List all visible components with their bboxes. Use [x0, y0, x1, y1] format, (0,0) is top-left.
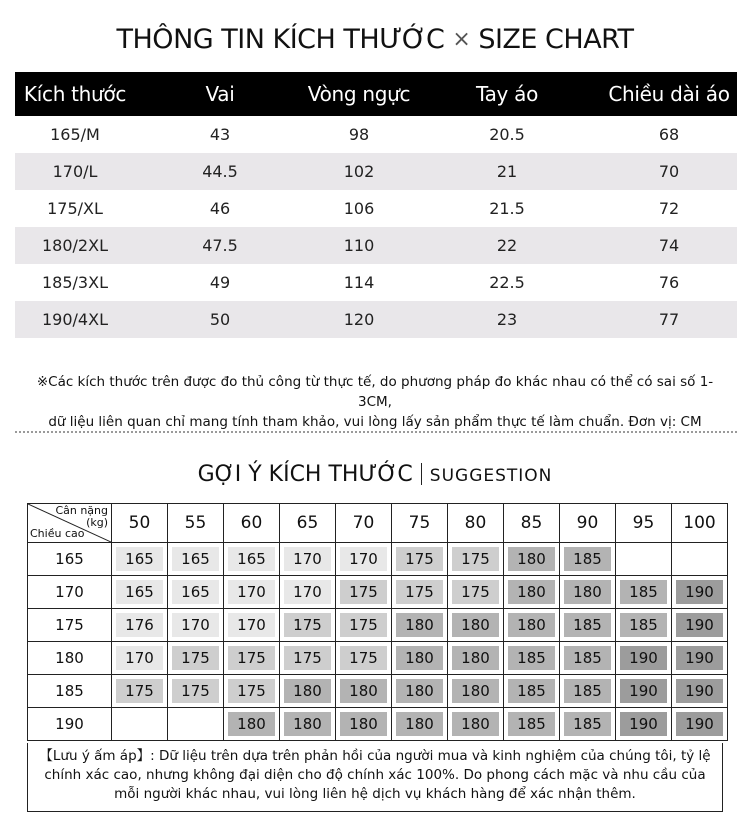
size-cell: 21	[413, 153, 601, 190]
suggested-size-cell	[280, 543, 336, 576]
suggested-size-value: 170	[228, 580, 275, 604]
suggestion-title	[0, 462, 750, 487]
suggested-size-value: 180	[508, 547, 555, 571]
suggested-size-value: 180	[284, 712, 331, 736]
suggested-size-cell	[448, 642, 504, 675]
suggested-size-cell	[112, 708, 168, 741]
weight-header: 65	[280, 504, 336, 543]
size-chart-title	[0, 24, 750, 55]
suggested-size-value: 175	[172, 679, 219, 703]
suggested-size-value: 170	[340, 547, 387, 571]
size-cell: 47.5	[135, 227, 305, 264]
height-header: 170	[28, 576, 112, 609]
suggested-size-cell	[224, 609, 280, 642]
suggested-size-value: 175	[284, 613, 331, 637]
suggested-size-cell	[224, 675, 280, 708]
title-vietnamese: THÔNG TIN KÍCH THƯỚC	[116, 24, 445, 55]
size-cell: 74	[601, 227, 737, 264]
height-axis-label: Chiều cao	[30, 527, 85, 540]
suggested-size-value: 180	[340, 679, 387, 703]
suggested-size-cell	[560, 708, 616, 741]
suggested-size-cell	[112, 543, 168, 576]
suggested-size-cell	[392, 609, 448, 642]
size-cell: 114	[343, 273, 375, 292]
suggested-size-value: 185	[564, 547, 611, 571]
suggested-size-cell	[280, 609, 336, 642]
size-cell: 22	[413, 227, 601, 264]
weight-header: 90	[560, 504, 616, 543]
suggested-size-cell	[448, 675, 504, 708]
dotted-divider	[15, 431, 737, 433]
suggested-size-value: 185	[564, 613, 611, 637]
suggested-size-value: 190	[676, 646, 723, 670]
suggested-size-value: 175	[228, 646, 275, 670]
suggested-size-cell	[448, 609, 504, 642]
suggested-size-value: 180	[508, 613, 555, 637]
size-row	[15, 264, 737, 301]
suggested-size-cell	[560, 642, 616, 675]
suggested-size-value: 180	[396, 613, 443, 637]
suggested-size-cell	[168, 609, 224, 642]
suggested-size-value: 185	[564, 679, 611, 703]
height-row	[28, 708, 728, 741]
suggested-size-value: 180	[452, 646, 499, 670]
suggested-size-cell	[504, 675, 560, 708]
suggested-size-cell	[280, 576, 336, 609]
suggested-size-value: 185	[564, 712, 611, 736]
suggested-size-value: 180	[340, 712, 387, 736]
suggested-size-cell	[448, 576, 504, 609]
height-header: 185	[28, 675, 112, 708]
suggested-size-cell	[672, 642, 728, 675]
suggested-size-cell	[672, 576, 728, 609]
suggested-size-cell	[336, 675, 392, 708]
size-table-header	[15, 72, 737, 116]
suggested-size-cell	[224, 708, 280, 741]
suggested-size-cell	[672, 543, 728, 576]
suggested-size-cell	[616, 675, 672, 708]
suggested-size-cell	[392, 675, 448, 708]
suggested-size-cell	[616, 642, 672, 675]
measurement-note-line: ※Các kích thước trên được đo thủ công từ thực tế, do phương pháp đo khác nhau có thể có sai số 1-3CM,	[36, 374, 714, 410]
size-cell: 44.5	[135, 153, 305, 190]
suggested-size-cell	[392, 708, 448, 741]
weight-header-row	[28, 504, 728, 543]
suggested-size-value: 170	[228, 613, 275, 637]
suggested-size-value: 175	[340, 613, 387, 637]
suggested-size-cell	[616, 576, 672, 609]
size-cell: 68	[658, 125, 680, 144]
suggested-size-cell	[392, 543, 448, 576]
size-cell: 102	[305, 153, 413, 190]
suggested-size-cell	[560, 576, 616, 609]
height-header: 180	[28, 642, 112, 675]
size-row	[15, 190, 737, 227]
suggested-size-cell	[504, 642, 560, 675]
suggested-size-cell	[168, 675, 224, 708]
suggested-size-cell	[336, 609, 392, 642]
size-cell: 23	[413, 301, 601, 338]
suggested-size-cell	[224, 642, 280, 675]
weight-header: 95	[616, 504, 672, 543]
suggestion-grid	[27, 503, 728, 741]
suggested-size-value: 185	[620, 580, 667, 604]
suggested-size-cell	[280, 642, 336, 675]
weight-header: 50	[112, 504, 168, 543]
suggested-size-value: 180	[564, 580, 611, 604]
suggested-size-value: 180	[452, 679, 499, 703]
suggested-size-cell	[280, 675, 336, 708]
size-cell: 170/L	[15, 153, 135, 190]
suggested-size-value: 175	[340, 580, 387, 604]
weight-header: 55	[168, 504, 224, 543]
size-cell: 49	[209, 273, 231, 292]
suggested-size-value: 165	[172, 580, 219, 604]
size-cell: 76	[658, 273, 680, 292]
suggested-size-cell	[168, 642, 224, 675]
size-cell: 43	[209, 125, 231, 144]
suggested-size-cell	[336, 708, 392, 741]
suggested-size-cell	[616, 609, 672, 642]
suggested-size-cell	[560, 675, 616, 708]
suggested-size-cell	[112, 642, 168, 675]
size-table	[15, 72, 737, 338]
suggested-size-value: 185	[508, 646, 555, 670]
measurement-note	[20, 372, 730, 432]
suggested-size-cell	[392, 576, 448, 609]
suggested-size-value: 180	[396, 712, 443, 736]
suggested-size-cell	[224, 576, 280, 609]
size-cell: 20.5	[489, 125, 525, 144]
suggested-size-value: 175	[116, 679, 163, 703]
suggested-size-cell	[504, 609, 560, 642]
weight-header: 85	[504, 504, 560, 543]
suggested-size-cell	[448, 708, 504, 741]
size-cell: 50	[135, 301, 305, 338]
title-separator: ×	[452, 27, 471, 52]
suggested-size-value: 185	[508, 679, 555, 703]
suggested-size-cell	[448, 543, 504, 576]
suggested-size-value: 165	[172, 547, 219, 571]
suggested-size-cell	[336, 576, 392, 609]
suggested-size-value: 190	[676, 580, 723, 604]
col-size: Kích thước	[15, 72, 135, 116]
weight-header: 70	[336, 504, 392, 543]
suggested-size-value: 175	[452, 580, 499, 604]
height-row	[28, 642, 728, 675]
suggested-size-cell	[112, 576, 168, 609]
height-row	[28, 609, 728, 642]
height-header: 165	[28, 543, 112, 576]
size-cell: 190/4XL	[15, 301, 135, 338]
size-cell: 110	[305, 227, 413, 264]
grid-corner	[28, 504, 112, 543]
weight-header: 80	[448, 504, 504, 543]
suggested-size-value: 175	[452, 547, 499, 571]
suggested-size-value: 190	[620, 679, 667, 703]
suggested-size-value: 165	[116, 547, 163, 571]
col-chest: Vòng ngực	[305, 72, 413, 116]
weight-header: 75	[392, 504, 448, 543]
size-cell: 72	[658, 199, 680, 218]
size-cell: 22.5	[489, 273, 525, 292]
suggested-size-value: 180	[228, 712, 275, 736]
size-row	[15, 227, 737, 264]
suggested-size-value: 165	[228, 547, 275, 571]
warm-note	[27, 743, 723, 812]
weight-header: 100	[672, 504, 728, 543]
suggested-size-cell	[336, 543, 392, 576]
title-english: SIZE CHART	[478, 24, 634, 55]
suggested-size-cell	[168, 576, 224, 609]
suggested-size-value: 165	[116, 580, 163, 604]
size-cell: 180/2XL	[15, 227, 135, 264]
suggested-size-value: 190	[620, 646, 667, 670]
suggested-size-cell	[672, 708, 728, 741]
suggested-size-value: 185	[564, 646, 611, 670]
suggested-size-value: 170	[172, 613, 219, 637]
suggested-size-value: 170	[284, 547, 331, 571]
col-length: Chiều dài áo	[601, 72, 737, 116]
suggested-size-value: 175	[340, 646, 387, 670]
warm-note-line: 【Lưu ý ấm áp】: Dữ liệu trên dựa trên phản hồi của người mua và kinh nghiệm của chúng tôi, tỷ lệ	[39, 748, 711, 764]
suggested-size-value: 170	[116, 646, 163, 670]
suggested-size-cell	[672, 609, 728, 642]
size-cell: 106	[343, 199, 375, 218]
suggested-size-cell	[168, 543, 224, 576]
suggested-size-value: 180	[508, 580, 555, 604]
suggested-size-value: 180	[396, 646, 443, 670]
size-row	[15, 153, 737, 190]
suggested-size-value: 180	[452, 712, 499, 736]
suggested-size-cell	[112, 609, 168, 642]
suggested-size-value: 190	[620, 712, 667, 736]
suggested-size-value: 175	[284, 646, 331, 670]
suggested-size-value: 180	[284, 679, 331, 703]
suggested-size-value: 170	[284, 580, 331, 604]
col-sleeve: Tay áo	[413, 72, 601, 116]
warm-note-line: chính xác cao, nhưng không đại diện cho độ chính xác 100%. Do phong cách mặc và nhu cầu của	[44, 767, 706, 783]
warm-note-line: mỗi người khác nhau, vui lòng liên hệ dịch vụ khách hàng để xác nhận thêm.	[114, 786, 636, 802]
suggested-size-cell	[672, 675, 728, 708]
height-row	[28, 675, 728, 708]
suggested-size-cell	[504, 543, 560, 576]
suggested-size-value: 190	[676, 712, 723, 736]
suggested-size-cell	[392, 642, 448, 675]
size-cell: 175/XL	[47, 199, 103, 218]
suggested-size-value: 175	[396, 547, 443, 571]
size-cell: 165/M	[50, 125, 100, 144]
suggested-size-value: 176	[116, 613, 163, 637]
size-row	[15, 301, 737, 338]
size-cell: 21.5	[489, 199, 525, 218]
col-shoulder: Vai	[135, 72, 305, 116]
height-header: 175	[28, 609, 112, 642]
suggested-size-value: 190	[676, 679, 723, 703]
suggested-size-value: 180	[396, 679, 443, 703]
suggested-size-value: 185	[620, 613, 667, 637]
suggested-size-cell	[336, 642, 392, 675]
suggested-size-cell	[560, 543, 616, 576]
suggested-size-value: 185	[508, 712, 555, 736]
suggested-size-cell	[224, 543, 280, 576]
size-cell: 70	[601, 153, 737, 190]
size-cell: 120	[305, 301, 413, 338]
suggested-size-value: 175	[228, 679, 275, 703]
weight-axis-label: Cân nặng (kg)	[55, 504, 108, 529]
suggested-size-cell	[504, 576, 560, 609]
suggested-size-cell	[112, 675, 168, 708]
suggested-size-cell	[616, 708, 672, 741]
size-cell: 77	[601, 301, 737, 338]
title-divider	[421, 463, 422, 485]
weight-header: 60	[224, 504, 280, 543]
size-cell: 185/3XL	[42, 273, 108, 292]
suggested-size-cell	[168, 708, 224, 741]
measurement-note-line: dữ liệu liên quan chỉ mang tính tham khảo, vui lòng lấy sản phẩm thực tế làm chuẩn. Đơn vị: CM	[48, 414, 702, 430]
suggested-size-cell	[280, 708, 336, 741]
suggestion-title-english: SUGGESTION	[429, 466, 553, 486]
suggestion-title-vietnamese: GỢI Ý KÍCH THƯỚC	[197, 462, 413, 487]
size-cell: 46	[209, 199, 231, 218]
suggested-size-cell	[560, 609, 616, 642]
height-header: 190	[28, 708, 112, 741]
suggested-size-value: 175	[396, 580, 443, 604]
size-row	[15, 116, 737, 153]
size-cell: 98	[348, 125, 370, 144]
height-row	[28, 543, 728, 576]
suggested-size-cell	[504, 708, 560, 741]
suggested-size-value: 175	[172, 646, 219, 670]
suggested-size-value: 180	[452, 613, 499, 637]
height-row	[28, 576, 728, 609]
suggested-size-cell	[616, 543, 672, 576]
suggested-size-value: 190	[676, 613, 723, 637]
